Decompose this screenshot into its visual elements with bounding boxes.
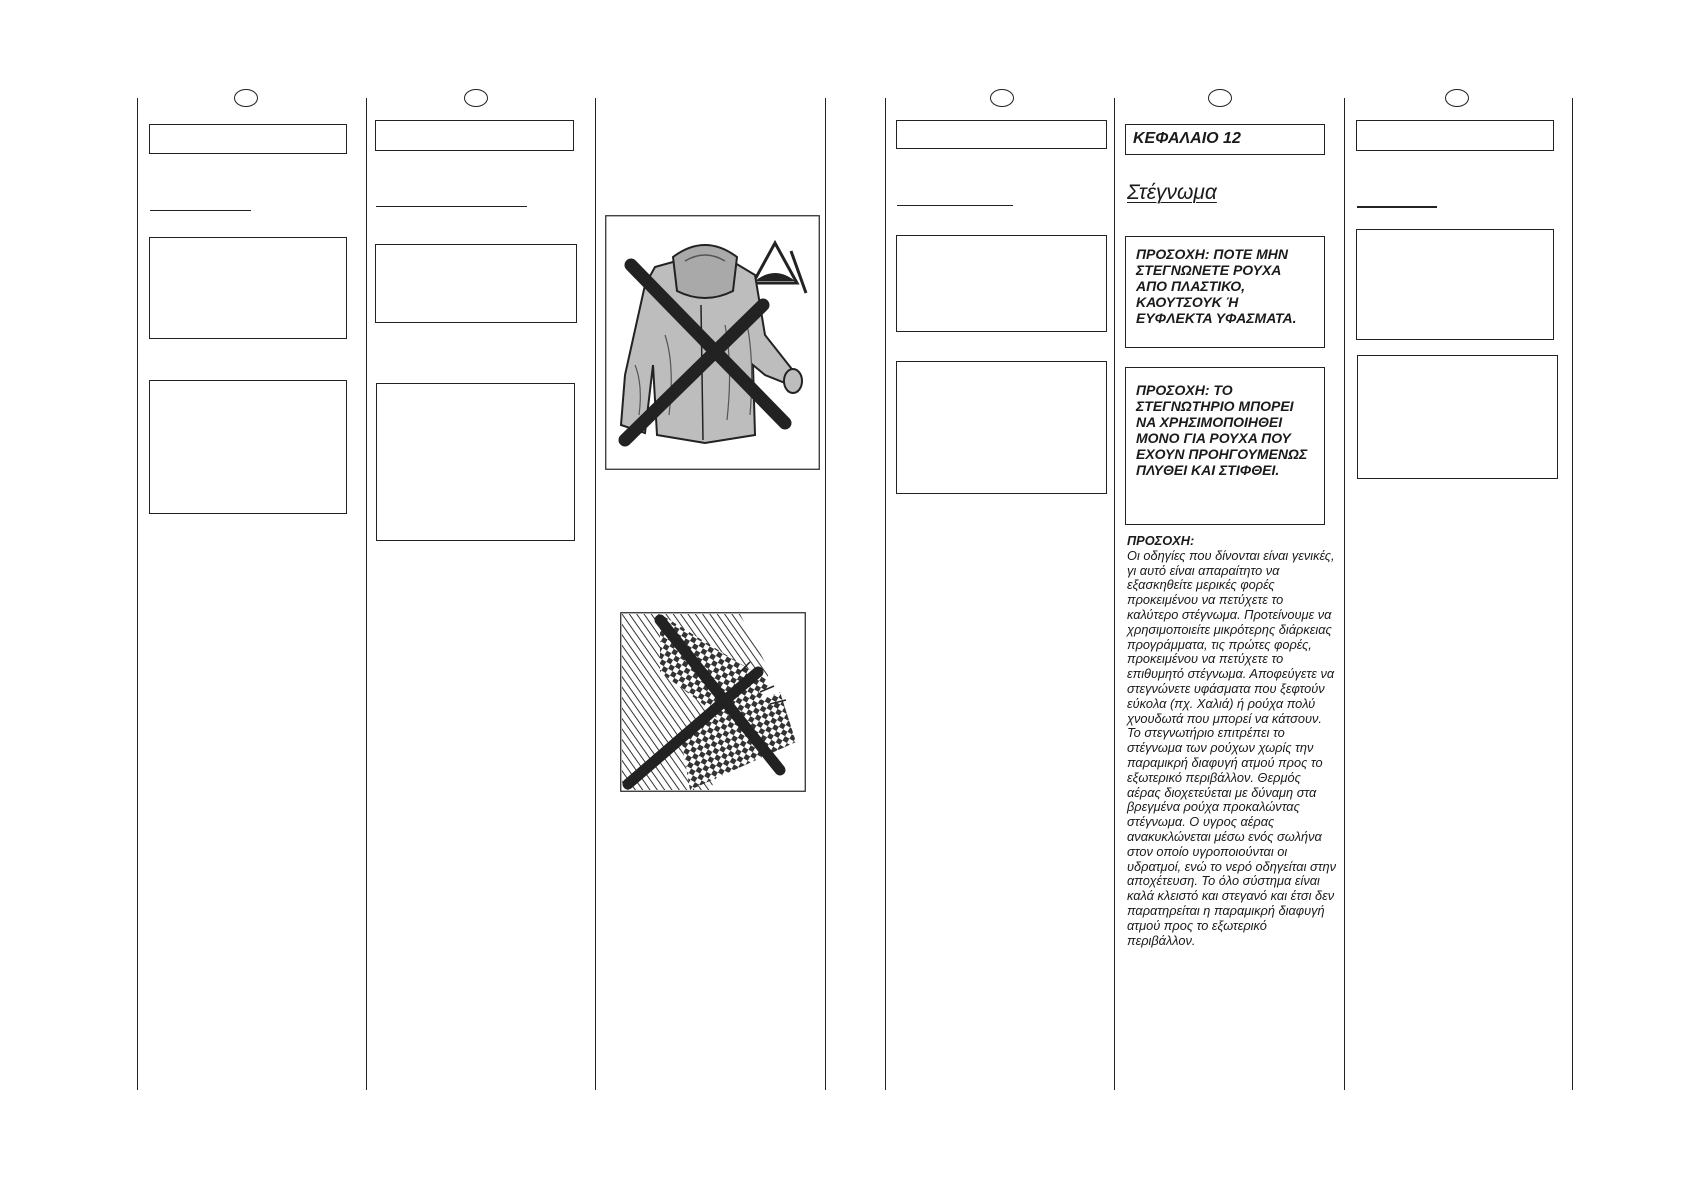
- column-divider: [137, 98, 138, 1090]
- title-box-empty: [375, 120, 574, 151]
- warning-box-empty: [1357, 355, 1558, 479]
- language-oval: [990, 89, 1014, 107]
- crossed-out-rug-icon: [620, 612, 806, 792]
- column-divider: [1572, 98, 1573, 1090]
- notice-text: [1127, 534, 1337, 948]
- column-divider: [885, 98, 886, 1090]
- language-oval: [234, 89, 258, 107]
- language-oval: [1208, 89, 1232, 107]
- notice-body: Οι οδηγίες που δίνονται είναι γενικές, γι αυτό είναι απαραίτητο να εξασκηθείτε μερικές φορές προκειμένου να πετύχετε το καλύτερο στέγνωμα. Προτείνουμε να χρησιμοποιείτε μικρότερης διάρκειας προγράμματα, τις πρώτες φορές, προκειμένου να πετύχετε το επιθυμητό στέγνωμα. Αποφεύγετε να στεγνώνετε υφάσματα που ξεφτούν εύκολα (πχ. Χαλιά) ή ρούχα πολύ χνουδωτά που μπορεί να κάτσουν. Το στεγνωτήριο επιτρέπει το στέγνωμα των ρούχων χωρίς την παραμικρή διαφυγή ατμού προς το εξωτερικό περιβάλλον. Θερμός αέρας διοχετεύεται με δύναμη στα βρεγμένα ρούχα προκαλώντας στέγνωμα. Ο υγρος αέρας ανακυκλώνεται μέσω ενός σωλήνα στον οποίο υγροποιούνται οι υδρατμοί, ενώ το νερό οδηγείται στην αποχέτευση. Το όλο σύστημα είναι καλά κλειστό και στεγανό και έτσι δεν παρατηρείται η παραμικρή διαφυγή ατμού προς το εξωτερικό περιβάλλον.: [1127, 547, 1336, 948]
- title-box-empty: [1356, 120, 1554, 151]
- rug-illustration: [620, 612, 806, 792]
- warning-box-empty: [896, 361, 1107, 494]
- notice-label: ΠΡΟΣΟΧΗ:: [1127, 533, 1195, 548]
- chapter-title: ΚΕΦΑΛΑΙΟ 12: [1125, 124, 1325, 155]
- column-divider: [1344, 98, 1345, 1090]
- heading-underline: [150, 210, 251, 211]
- crossed-out-jacket-icon: [605, 215, 820, 470]
- title-box-empty: [149, 124, 347, 154]
- warning-box-empty: [149, 380, 347, 514]
- warning-box-flammable: ΠΡΟΣΟΧΗ: ΠΟΤΕ ΜΗΝ ΣΤΕΓΝΩΝΕΤΕ ΡΟΥΧΑ ΑΠΟ ΠΛΑΣΤΙΚΟ, ΚΑΟΥΤΣΟΥΚ Ή ΕΥΦΛΕΚΤΑ ΥΦΑΣΜΑΤΑ.: [1125, 236, 1325, 348]
- warning-box-empty: [1356, 229, 1554, 340]
- language-oval: [464, 89, 488, 107]
- heading-underline: [897, 205, 1013, 206]
- warning-box-empty: [896, 235, 1107, 332]
- warning-box-empty: [149, 237, 347, 339]
- language-oval: [1445, 89, 1469, 107]
- heading-underline: [1357, 206, 1437, 208]
- warning-box-empty: [375, 244, 577, 323]
- title-box-empty: [896, 120, 1107, 149]
- column-divider: [1114, 98, 1115, 1090]
- column-divider: [366, 98, 367, 1090]
- heading-underline: [376, 206, 527, 207]
- jacket-illustration: [605, 215, 820, 470]
- column-divider: [595, 98, 596, 1090]
- warning-box-washed-only: ΠΡΟΣΟΧΗ: ΤΟ ΣΤΕΓΝΩΤΗΡΙΟ ΜΠΟΡΕΙ ΝΑ ΧΡΗΣΙΜΟΠΟΙΗΘΕΙ ΜΟΝΟ ΓΙΑ ΡΟΥΧΑ ΠΟΥ ΕΧΟΥΝ ΠΡΟΗΓΟΥΜΕΝΩΣ ΠΛΥΘΕΙ ΚΑΙ ΣΤΙΦΘΕΙ.: [1125, 367, 1325, 525]
- section-heading: Στέγνωμα: [1127, 181, 1217, 204]
- warning-box-empty: [376, 383, 575, 541]
- column-divider: [825, 98, 826, 1090]
